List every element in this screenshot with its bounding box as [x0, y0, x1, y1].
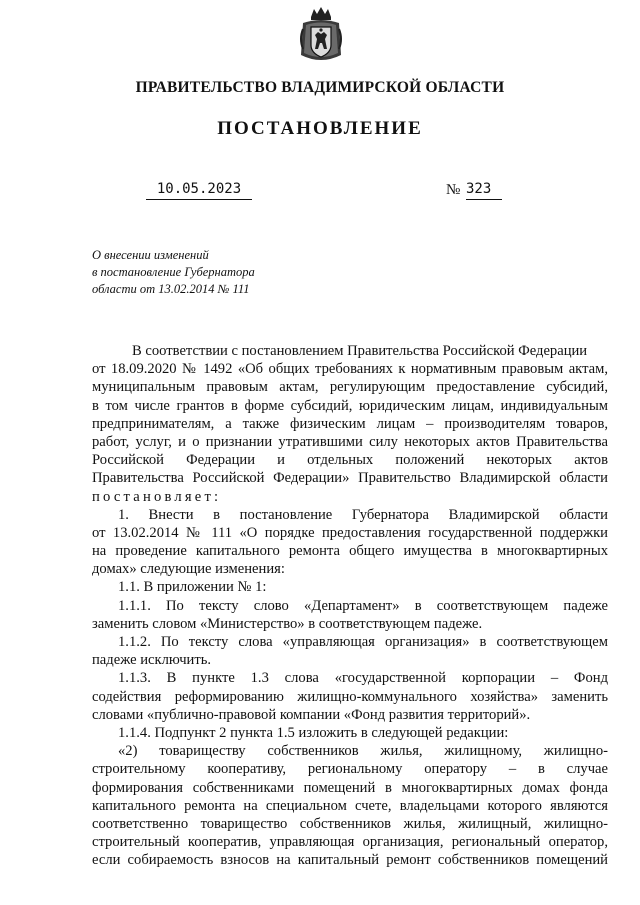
body-line: от 13.02.2014 № 111 «О порядке предоставления государственной поддержки [92, 524, 608, 541]
document-body [92, 342, 608, 869]
body-line: Правительства Российской Федерации» Правительство Владимирской области [92, 470, 608, 487]
body-line: 1.1. В приложении № 1: [118, 579, 267, 596]
body-line: «2) товариществу собственников жилья, жилищному, жилищно- [118, 743, 608, 760]
body-line: предпринимателям, а также физическим лицам – производителям товаров, [92, 415, 608, 432]
body-line: строительный кооператив, управляющая организация, региональный оператор, [92, 834, 608, 851]
body-line: 1.1.2. По тексту слова «управляющая организация» в соответствующем [118, 634, 608, 650]
body-line: соответственно товарищество собственников жилья, жилищный, жилищно- [92, 815, 608, 832]
body-line: домах» следующие изменения: [92, 561, 285, 578]
body-line: строительному кооперативу, региональному оператору – в случае [92, 761, 608, 778]
body-line: словами «публично-правовой компании «Фонд развития территорий». [92, 706, 531, 723]
body-line: 1. Внести в постановление Губернатора Владимирской области [118, 506, 608, 523]
body-line: муниципальным правовым актам, регулирующим предоставление субсидий, [92, 379, 608, 396]
document-type-title: ПОСТАНОВЛЕНИЕ [217, 118, 423, 139]
body-line: формирования собственниками помещений в многоквартирных домах фонда [92, 779, 608, 796]
body-line: капитального ремонта на специальном счете, владельцами которого являются [92, 797, 608, 814]
body-line: если собираемость взносов на капитальный ремонт собственников помещений [92, 852, 608, 869]
body-line: Российской Федерации и отдельных положений некоторых актов [92, 452, 608, 469]
body-line: от 18.09.2020 № 1492 «Об общих требованиях к нормативным правовым актам, [92, 361, 608, 378]
body-line: на проведение капитального ремонта общего имущества в многоквартирных [92, 543, 608, 560]
document-subject [92, 247, 332, 298]
coat-of-arms-icon [297, 5, 345, 67]
body-line: 1.1.1. По тексту слово «Департамент» в соответствующем падеже [118, 597, 608, 614]
subject-line: О внесении изменений [92, 248, 209, 262]
body-line: заменить словом «Министерство» в соответствующем падеже. [92, 615, 483, 632]
body-line: 1.1.3. В пункте 1.3 слова «государственной корпорации – Фонд [118, 670, 608, 687]
subject-line: в постановление Губернатора [92, 265, 255, 279]
body-line: работ, услуг, и о признании утратившими силу некоторых актов Правительства [92, 433, 608, 450]
body-line-decree-word: постановляет: [92, 488, 222, 505]
document-number: 323 [466, 179, 502, 200]
number-sign: № [446, 182, 461, 198]
government-title: ПРАВИТЕЛЬСТВО ВЛАДИМИРСКОЙ ОБЛАСТИ [135, 79, 505, 96]
body-line: 1.1.4. Подпункт 2 пункта 1.5 изложить в следующей редакции: [118, 724, 509, 741]
body-line: содействия реформированию жилищно-коммунального хозяйства» заменить [92, 688, 608, 705]
subject-line: области от 13.02.2014 № 111 [92, 282, 250, 296]
body-line: падеже исключить. [92, 652, 212, 669]
body-line: В соответствии с постановлением Правительства Российской Федерации [132, 343, 588, 359]
body-line: в том числе грантов в форме субсидий, юридическим лицам, индивидуальным [92, 397, 608, 414]
document-date: 10.05.2023 [146, 179, 252, 200]
